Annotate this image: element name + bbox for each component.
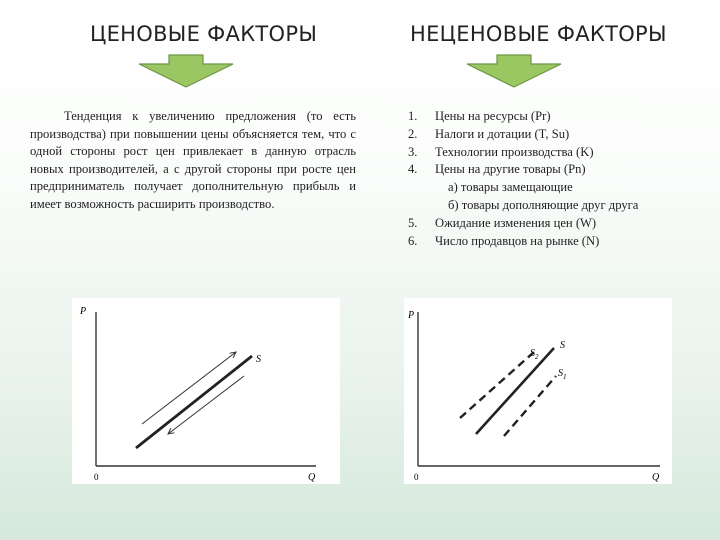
y-axis-label: P — [408, 310, 415, 321]
supply-curve-label: S — [256, 354, 261, 365]
supply-shift-svg — [404, 298, 672, 484]
supply-graph-svg — [72, 298, 340, 484]
down-arrow-icon — [466, 54, 562, 88]
price-factors-heading: ЦЕНОВЫЕ ФАКТОРЫ — [90, 22, 318, 46]
list-item: 2. Налоги и дотации (T, Su) — [408, 126, 570, 141]
curve-s2-label: $S_2$ — [530, 348, 539, 361]
list-item: 6. Число продавцов на рынке (N) — [408, 233, 600, 248]
list-item: 1. Цены на ресурсы (Pr) — [408, 109, 551, 123]
nonprice-factors-list — [408, 108, 698, 250]
sub-list-item: б) товары дополняющие друг друга — [448, 197, 639, 212]
movement-up-arrow — [142, 352, 236, 424]
supply-curve-s2 — [460, 352, 534, 418]
origin-label: 0 — [94, 472, 99, 482]
list-item: 4. Цены на другие товары (Pn) — [408, 162, 586, 177]
sub-list-item: а) товары замещающие — [448, 180, 573, 195]
price-factors-text: Тенденция к увеличению предложения (то есть производства) при повышении цены объясняется тем, что с одной стороны рост цен привлекает в данную отрасль новых производителей, а с другой стороны при росте цен предприниматель получает дополнительную прибыль и имеет возможность расширить производство. — [30, 109, 356, 211]
supply-curve-s1 — [504, 376, 556, 436]
origin-label: 0 — [414, 472, 419, 482]
movement-down-arrow — [168, 376, 244, 434]
curve-s1-label: $S_1$ — [558, 368, 567, 381]
list-item: 5. Ожидание изменения цен (W) — [408, 215, 597, 230]
x-axis-label: Q — [308, 472, 316, 483]
y-axis-label: P — [80, 306, 87, 317]
supply-graph-shift — [404, 298, 672, 484]
list-item: 3. Технологии производства (K) — [408, 144, 594, 159]
nonprice-factors-heading: НЕЦЕНОВЫЕ ФАКТОРЫ — [410, 22, 667, 46]
down-arrow-icon — [138, 54, 234, 88]
supply-graph-movement — [72, 298, 340, 484]
x-axis-label: Q — [652, 472, 660, 483]
supply-curve — [136, 356, 252, 448]
curve-s-label: S — [560, 340, 565, 351]
